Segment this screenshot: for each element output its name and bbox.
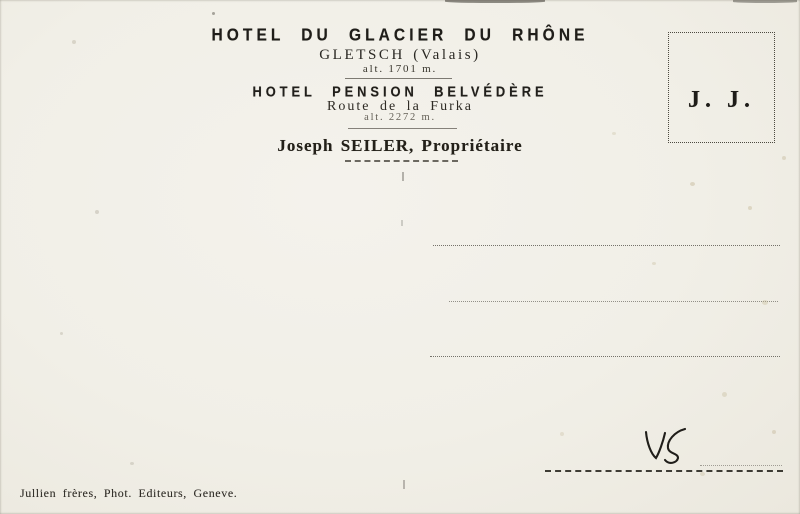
paper-speck <box>782 156 786 160</box>
hotel2-altitude: alt. 2272 m. <box>364 112 436 123</box>
registration-tick-1 <box>402 172 404 181</box>
address-line-3 <box>430 356 780 357</box>
hotel1-location: GLETSCH (Valais) <box>319 47 481 63</box>
registration-tick-2 <box>403 480 405 489</box>
paper-speck <box>652 262 656 265</box>
paper-speck <box>762 300 768 305</box>
top-edge-smudge-1 <box>445 0 545 3</box>
paper-speck <box>612 132 616 135</box>
handwritten-vs <box>632 422 694 472</box>
proprietor-underline <box>345 160 458 162</box>
proprietor-line: Joseph SEILER, Propriétaire <box>277 136 523 155</box>
altitude2-underline <box>348 128 457 129</box>
registration-tick-3 <box>401 220 403 226</box>
paper-speck <box>700 472 705 476</box>
paper-speck <box>212 12 215 15</box>
paper-speck <box>72 40 76 44</box>
paper-speck <box>560 432 564 436</box>
paper-speck <box>690 182 695 186</box>
hotel1-altitude: alt. 1701 m. <box>362 63 438 75</box>
hotel2-name: HOTEL PENSION BELVÉDÈRE <box>252 83 548 100</box>
publisher-imprint: Jullien frères, Phot. Editeurs, Geneve. <box>20 486 238 500</box>
top-edge-smudge-2 <box>733 0 797 3</box>
hotel2-location: Route de la Furka <box>327 99 473 114</box>
paper-speck <box>130 462 134 465</box>
paper-speck <box>748 206 752 210</box>
paper-speck <box>772 430 776 434</box>
address-line-1 <box>433 245 780 246</box>
paper-speck <box>60 332 63 335</box>
stamp-box <box>668 32 775 143</box>
altitude1-underline <box>345 78 452 79</box>
address-line-2 <box>449 301 778 302</box>
address-line-bottom-faint <box>700 465 782 466</box>
hotel1-name: HOTEL DU GLACIER DU RHÔNE <box>211 26 589 45</box>
stamp-initials: J. J. <box>688 87 755 113</box>
paper-speck <box>95 210 99 214</box>
paper-speck <box>722 392 727 397</box>
handwritten-vs-strokes <box>632 422 694 472</box>
